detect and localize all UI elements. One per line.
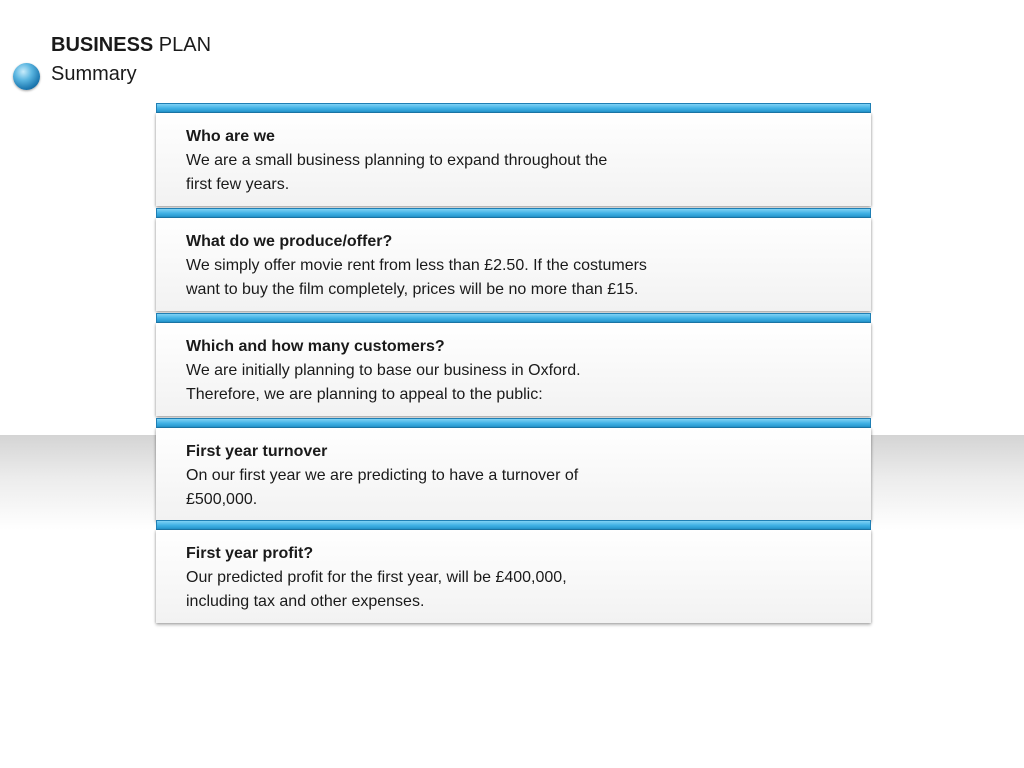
section-answer-line: We are initially planning to base our business in Oxford.	[186, 362, 581, 379]
section-card	[156, 428, 871, 521]
title-block	[51, 31, 211, 88]
section-question: Which and how many customers?	[186, 338, 445, 355]
section-answer-line: first few years.	[186, 176, 290, 193]
section-card	[156, 530, 871, 623]
section-question: First year profit?	[186, 545, 314, 562]
section-answer-line: On our first year we are predicting to have a turnover of	[186, 467, 579, 484]
section-answer-line: including tax and other expenses.	[186, 593, 425, 610]
page-subtitle: Summary	[51, 63, 137, 85]
section-bar	[156, 313, 871, 323]
section-produce-offer	[156, 208, 871, 311]
section-question: First year turnover	[186, 443, 328, 460]
section-profit	[156, 520, 871, 623]
section-who-are-we	[156, 103, 871, 206]
section-card	[156, 323, 871, 416]
section-question: Who are we	[186, 128, 275, 145]
section-answer-line: Our predicted profit for the first year, will be £400,000,	[186, 569, 567, 586]
section-answer-line: Therefore, we are planning to appeal to the public:	[186, 386, 543, 403]
section-customers	[156, 313, 871, 416]
page-title	[51, 31, 211, 60]
section-card	[156, 113, 871, 206]
title-bold: BUSINESS	[51, 34, 154, 56]
section-bar	[156, 208, 871, 218]
section-turnover	[156, 418, 871, 521]
blue-orb-icon	[13, 63, 40, 90]
section-bar	[156, 418, 871, 428]
section-question: What do we produce/offer?	[186, 233, 393, 250]
section-bar	[156, 103, 871, 113]
title-rest: PLAN	[153, 34, 212, 56]
section-answer-line: £500,000.	[186, 491, 258, 508]
section-answer-line: want to buy the film completely, prices will be no more than £15.	[186, 281, 639, 298]
section-answer-line: We simply offer movie rent from less than £2.50. If the costumers	[186, 257, 647, 274]
section-bar	[156, 520, 871, 530]
section-answer-line: We are a small business planning to expand throughout the	[186, 152, 608, 169]
section-card	[156, 218, 871, 311]
